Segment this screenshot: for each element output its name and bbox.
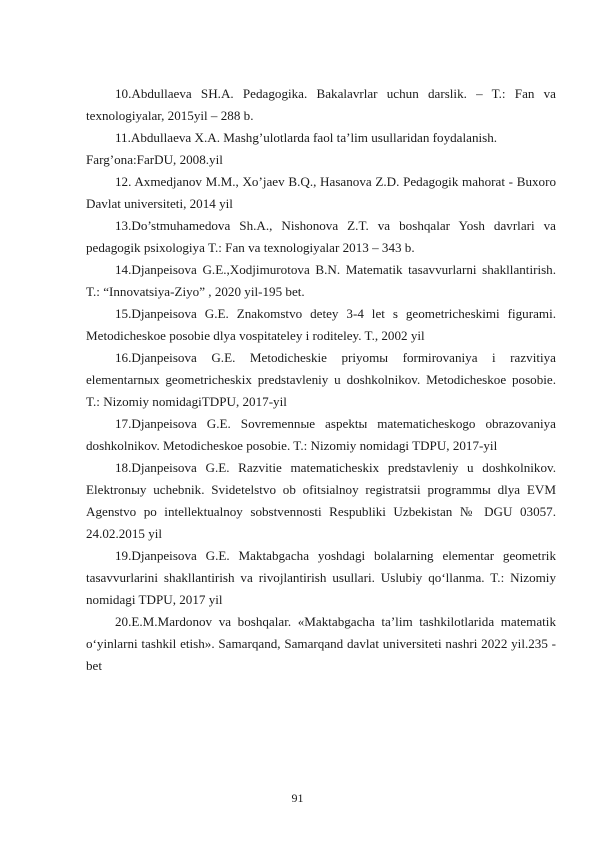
reference-item-19: 19.Djanpeisova G.E. Maktabgacha yoshdagi bolalarning elementar geometrik tasavvurlarini shakllantirish va rivojlantirish usullari. Uslubiy qo‘llanma. T.: Nizomiy nomidagi TDPU, 2017 yil	[86, 548, 556, 607]
reference-item-14: 14.Djanpeisova G.E.,Xodjimurotova B.N. Matematik tasavvurlarni shakllantirish. T.: “Innovatsiya-Ziyo” , 2020 yil-195 bet.	[86, 262, 556, 299]
reference-item-12: 12. Axmedjanov M.M., Xo’jaev B.Q., Hasanova Z.D. Pedagogik mahorat - Buxoro Davlat universiteti, 2014 yil	[86, 174, 556, 211]
reference-item-17: 17.Djanpeisova G.E. Sovremennыe aspektы matematicheskogo obrazovaniya doshkolnikov. Metodicheskoe posobie. T.: Nizomiy nomidagi TDPU, 2017-yil	[86, 416, 556, 453]
page-number: 91	[291, 791, 304, 805]
reference-item-11: 11.Abdullaeva X.A. Mashg’ulotlarda faol ta’lim usullaridan foydalanish.	[115, 130, 498, 145]
reference-item-11-continuation: Farg’ona:FarDU, 2008.yil	[86, 152, 223, 167]
reference-item-13: 13.Do’stmuhamedova Sh.A., Nishonova Z.T. va boshqalar Yosh davrlari va pedagogik psixologiya T.: Fan va texnologiyalar 2013 – 343 b.	[86, 218, 556, 255]
reference-item-10: 10.Abdullaeva SH.A. Pedagogika. Bakalavrlar uchun darslik. – T.: Fan va texnologiyalar, 2015yil – 288 b.	[86, 86, 556, 123]
reference-item-15: 15.Djanpeisova G.E. Znakomstvo detey 3-4 let s geometricheskimi figurami. Metodicheskoe posobie dlya vospitateley i roditeley. T., 2002 yil	[86, 306, 556, 343]
reference-item-18: 18.Djanpeisova G.E. Razvitie matematicheskix predstavleniy u doshkolnikov. Elektronыy uchebnik. Svidetelstvo ob ofitsialnoy registratsii programmы dlya EVM Agenstvo po intellektualnoy sobstvennosti Respubliki Uzbekistan № DGU 03057. 24.02.2015 yil	[86, 460, 556, 541]
reference-item-20: 20.E.M.Mardonov va boshqalar. «Maktabgacha ta’lim tashkilotlarida matematik o‘yinlarni tashkil etish». Samarqand, Samarqand davlat universiteti nashri 2022 yil.235 -bet	[86, 614, 556, 673]
reference-item-16: 16.Djanpeisova G.E. Metodicheskie priyomы formirovaniya i razvitiya elementarnыx geometricheskix predstavleniy u doshkolnikov. Metodicheskoe posobie. T.: Nizomiy nomidagiTDPU, 2017-yil	[86, 350, 556, 409]
reference-list	[86, 83, 556, 677]
